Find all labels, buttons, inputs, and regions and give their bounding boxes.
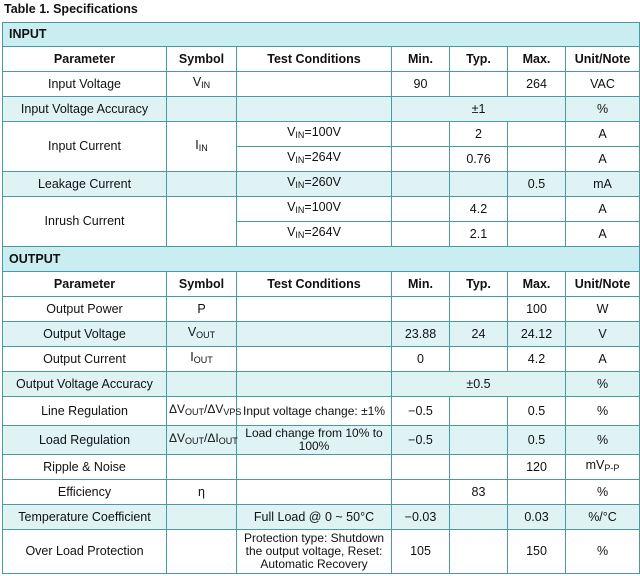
cell-typ	[450, 172, 508, 197]
table-row	[3, 197, 640, 222]
cell-typ: 2	[450, 122, 508, 147]
cell-parameter: Output Power	[3, 297, 167, 322]
cell-typ	[450, 347, 508, 372]
cell-parameter: Input Voltage Accuracy	[3, 97, 167, 122]
cell-typ: 4.2	[450, 197, 508, 222]
symbol-subscript: OUT	[193, 355, 213, 365]
cell-max	[508, 480, 566, 505]
cell-max: 24.12	[508, 322, 566, 347]
section-title-output: OUTPUT	[3, 247, 640, 272]
table-row	[3, 480, 640, 505]
cell-conditions	[237, 322, 392, 347]
cell-symbol	[167, 122, 237, 172]
condition-text: V	[287, 150, 296, 164]
header-max: Max.	[508, 272, 566, 297]
condition-text: V	[287, 175, 296, 189]
cell-min	[392, 455, 450, 480]
symbol-subscript: OUT	[185, 436, 205, 446]
cell-conditions	[237, 97, 392, 122]
cell-symbol	[167, 426, 237, 455]
table-row	[3, 505, 640, 530]
cell-unit: %	[566, 97, 640, 122]
header-unit: Unit/Note	[566, 272, 640, 297]
table-row	[3, 297, 640, 322]
cell-typ	[450, 505, 508, 530]
symbol-text: ΔV	[169, 402, 186, 416]
cell-conditions: Input voltage change: ±1%	[237, 397, 392, 426]
header-unit: Unit/Note	[566, 47, 640, 72]
cell-symbol	[167, 172, 237, 197]
cell-conditions	[237, 147, 392, 172]
cell-unit: %	[566, 480, 640, 505]
cell-parameter: Load Regulation	[3, 426, 167, 455]
cell-max	[508, 222, 566, 247]
cell-conditions	[237, 172, 392, 197]
cell-parameter: Output Current	[3, 347, 167, 372]
cell-symbol	[167, 322, 237, 347]
cell-parameter: Output Voltage	[3, 322, 167, 347]
table-row	[3, 172, 640, 197]
cell-conditions	[237, 347, 392, 372]
cell-unit: %	[566, 397, 640, 426]
cell-symbol	[167, 530, 237, 574]
cell-parameter: Line Regulation	[3, 397, 167, 426]
cell-unit: V	[566, 322, 640, 347]
cell-min: −0.5	[392, 397, 450, 426]
cell-symbol	[167, 72, 237, 97]
cell-min	[392, 297, 450, 322]
cell-unit: A	[566, 222, 640, 247]
header-typ: Typ.	[450, 47, 508, 72]
cell-unit: mA	[566, 172, 640, 197]
cell-unit: A	[566, 122, 640, 147]
symbol-subscript: IN	[198, 142, 208, 153]
cell-min: 105	[392, 530, 450, 574]
table-row	[3, 372, 640, 397]
cell-max: 0.5	[508, 172, 566, 197]
cell-max	[508, 197, 566, 222]
header-test-conditions: Test Conditions	[237, 272, 392, 297]
cell-min	[392, 197, 450, 222]
condition-subscript: IN	[295, 205, 305, 215]
cell-typ	[450, 297, 508, 322]
cell-typ: 24	[450, 322, 508, 347]
cell-max: 0.03	[508, 505, 566, 530]
cell-min: −0.03	[392, 505, 450, 530]
condition-value: =260V	[304, 175, 341, 189]
cell-symbol: P	[167, 297, 237, 322]
header-row-output	[3, 272, 640, 297]
table-row	[3, 347, 640, 372]
cell-conditions	[237, 72, 392, 97]
cell-parameter: Over Load Protection	[3, 530, 167, 574]
cell-unit	[566, 455, 640, 480]
cell-min: 23.88	[392, 322, 450, 347]
cell-max: 100	[508, 297, 566, 322]
cell-unit: %	[566, 530, 640, 574]
cell-conditions	[237, 197, 392, 222]
cell-conditions	[237, 372, 392, 397]
cell-unit: VAC	[566, 72, 640, 97]
symbol-subscript: VPS	[223, 407, 242, 417]
header-typ: Typ.	[450, 272, 508, 297]
cell-min	[392, 480, 450, 505]
cell-symbol	[167, 397, 242, 426]
cell-typ: ±0.5	[392, 372, 566, 397]
cell-max: 0.5	[508, 426, 566, 455]
condition-text: V	[287, 125, 296, 139]
cell-typ: 83	[450, 480, 508, 505]
condition-value: =264V	[304, 150, 341, 164]
condition-subscript: IN	[295, 230, 305, 240]
condition-value: =264V	[304, 225, 341, 239]
cell-min	[392, 172, 450, 197]
cell-min: −0.5	[392, 426, 450, 455]
table-row	[3, 72, 640, 97]
cell-unit: A	[566, 197, 640, 222]
cell-conditions	[237, 122, 392, 147]
cell-min	[392, 147, 450, 172]
table-caption: Table 1. Specifications	[4, 2, 138, 16]
cell-parameter: Inrush Current	[3, 197, 167, 247]
cell-max: 264	[508, 72, 566, 97]
cell-conditions	[237, 455, 392, 480]
cell-max: 4.2	[508, 347, 566, 372]
cell-conditions: Load change from 10% to 100%	[237, 426, 392, 455]
cell-parameter: Leakage Current	[3, 172, 167, 197]
section-row-input	[3, 23, 640, 47]
cell-unit: %/°C	[566, 505, 640, 530]
cell-typ: 0.76	[450, 147, 508, 172]
cell-symbol	[167, 197, 237, 247]
symbol-subscript: IN	[201, 80, 211, 90]
condition-value: =100V	[304, 200, 341, 214]
section-row-output	[3, 247, 640, 272]
cell-typ	[450, 426, 508, 455]
symbol-text: I	[190, 350, 194, 364]
unit-subscript: P-P	[604, 463, 620, 473]
cell-symbol	[167, 347, 237, 372]
cell-max	[508, 122, 566, 147]
cell-conditions: Protection type: Shutdown the output voltage, Reset: Automatic Recovery	[237, 530, 392, 574]
header-symbol: Symbol	[167, 47, 237, 72]
cell-unit: A	[566, 147, 640, 172]
cell-symbol	[167, 372, 237, 397]
cell-typ	[450, 72, 508, 97]
table-row	[3, 322, 640, 347]
symbol-subscript: OUT	[185, 407, 205, 417]
table-row	[3, 530, 640, 574]
symbol-text: V	[187, 325, 197, 339]
cell-parameter: Efficiency	[3, 480, 167, 505]
table-row	[3, 426, 640, 455]
symbol-text: /ΔV	[204, 402, 224, 416]
cell-conditions: Full Load @ 0 ~ 50°C	[237, 505, 392, 530]
cell-conditions	[237, 222, 392, 247]
condition-text: V	[287, 225, 296, 239]
symbol-text: ΔV	[169, 431, 186, 445]
cell-unit: W	[566, 297, 640, 322]
condition-subscript: IN	[295, 180, 305, 190]
symbol-subscript: OUT	[196, 330, 216, 340]
cell-min: 90	[392, 72, 450, 97]
cell-max: 150	[508, 530, 566, 574]
condition-subscript: IN	[295, 155, 305, 165]
symbol-subscript: OUT	[218, 436, 238, 446]
cell-min	[392, 222, 450, 247]
cell-typ	[450, 455, 508, 480]
cell-parameter: Input Voltage	[3, 72, 167, 97]
cell-parameter: Output Voltage Accuracy	[3, 372, 167, 397]
unit-text: mV	[585, 458, 605, 472]
specifications-table	[2, 22, 640, 574]
cell-typ: ±1	[392, 97, 566, 122]
cell-max	[508, 147, 566, 172]
table-row	[3, 397, 640, 426]
header-max: Max.	[508, 47, 566, 72]
cell-unit: %	[566, 372, 640, 397]
header-parameter: Parameter	[3, 272, 167, 297]
header-row-input	[3, 47, 640, 72]
cell-symbol	[167, 505, 237, 530]
symbol-text: /ΔI	[204, 431, 219, 445]
cell-conditions	[237, 297, 392, 322]
cell-symbol: η	[167, 480, 237, 505]
condition-subscript: IN	[295, 130, 305, 140]
header-test-conditions: Test Conditions	[237, 47, 392, 72]
header-min: Min.	[392, 272, 450, 297]
cell-unit: %	[566, 426, 640, 455]
cell-max: 0.5	[508, 397, 566, 426]
header-parameter: Parameter	[3, 47, 167, 72]
table-row	[3, 97, 640, 122]
cell-symbol	[167, 455, 237, 480]
cell-min: 0	[392, 347, 450, 372]
cell-parameter: Temperature Coefficient	[3, 505, 167, 530]
cell-conditions	[237, 480, 392, 505]
table-row	[3, 455, 640, 480]
table-row	[3, 122, 640, 147]
cell-typ	[450, 397, 508, 426]
cell-max: 120	[508, 455, 566, 480]
condition-value: =100V	[304, 125, 341, 139]
condition-text: V	[287, 200, 296, 214]
symbol-text: V	[192, 75, 202, 89]
cell-symbol	[167, 97, 237, 122]
cell-typ	[450, 530, 508, 574]
cell-parameter: Ripple & Noise	[3, 455, 167, 480]
cell-unit: A	[566, 347, 640, 372]
section-title-input: INPUT	[3, 23, 640, 47]
header-symbol: Symbol	[167, 272, 237, 297]
symbol-text: I	[195, 137, 199, 152]
cell-parameter: Input Current	[3, 122, 167, 172]
cell-typ: 2.1	[450, 222, 508, 247]
header-min: Min.	[392, 47, 450, 72]
cell-min	[392, 122, 450, 147]
